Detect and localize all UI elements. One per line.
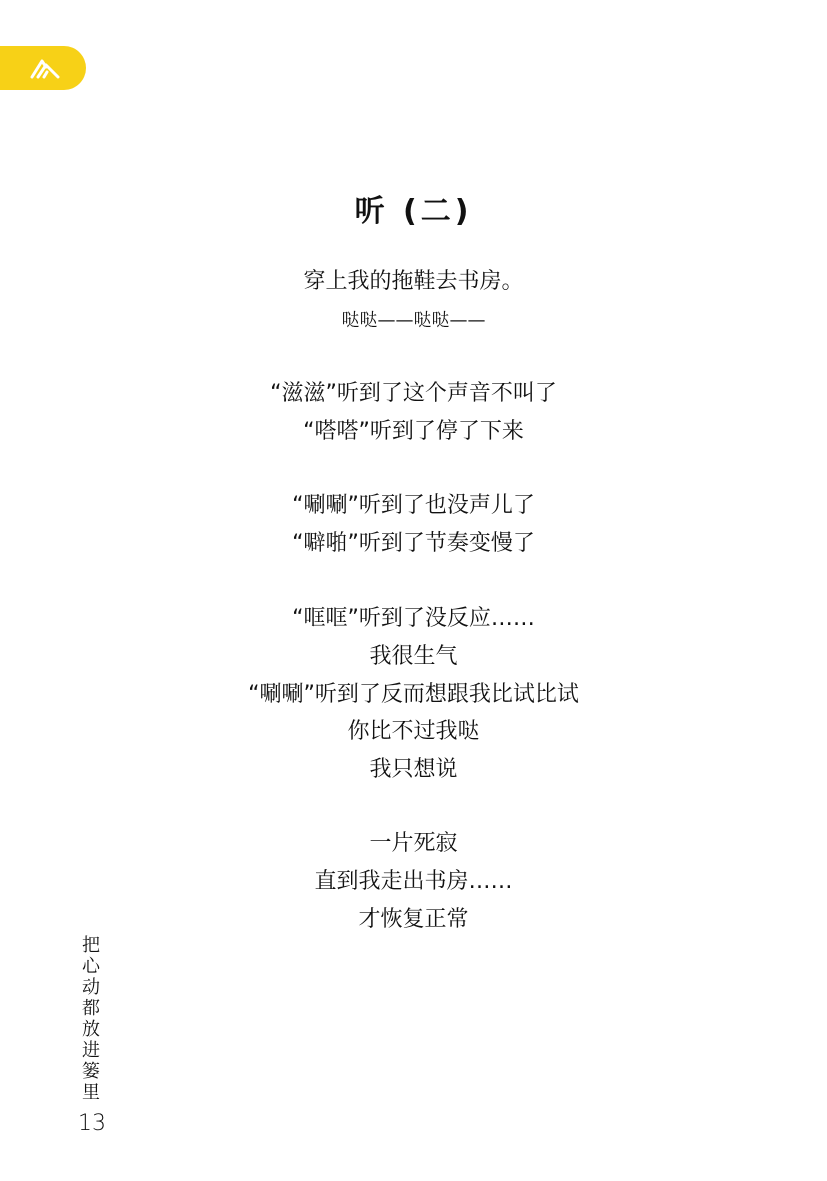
poem-line: 哒哒——哒哒—— [341,310,486,331]
poem-line: “滋滋”听到了这个声音不叫了 [270,381,557,406]
poem-line: 直到我走出书房…… [314,869,513,894]
poem-line: 一片死寂 [369,831,458,856]
page-number: 13 [78,1111,106,1136]
poem-line: 才恢复正常 [358,907,469,932]
poem-line: “嗒嗒”听到了停了下来 [303,419,524,444]
poem-line: “唰唰”听到了反而想跟我比试比试 [248,682,579,707]
poem-line: “唰唰”听到了也没声儿了 [292,493,535,518]
poem-line: 我很生气 [369,644,458,669]
mountain-stripes-icon [30,55,60,81]
poem-line: “哐哐”听到了没反应…… [292,606,535,631]
poem-line: 你比不过我哒 [347,719,480,744]
brand-tab [0,46,86,90]
poem-line: 我只想说 [369,757,458,782]
book-title-vertical: 把心动都放进篓里 [82,935,100,1103]
poem-line: 穿上我的拖鞋去书房。 [303,269,524,294]
poem-title: 听 (二) [354,194,473,229]
poem-line: “噼啪”听到了节奏变慢了 [292,531,535,556]
